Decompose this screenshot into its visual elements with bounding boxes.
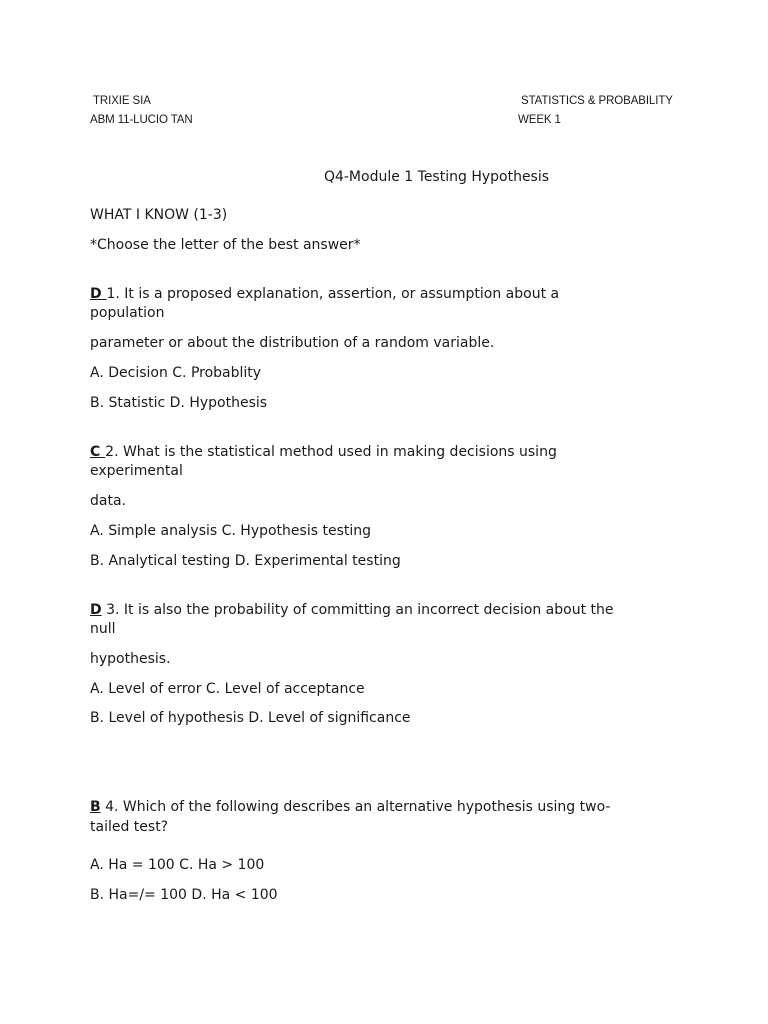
question-3-answer: D	[90, 602, 102, 618]
question-1-stem	[90, 284, 559, 304]
question-3-choices-a-c: A. Level of error C. Level of acceptance	[90, 681, 365, 697]
question-2-stem-cont: experimental	[90, 463, 183, 479]
question-4-stem	[90, 797, 610, 817]
student-name: TRIXIE SIA	[93, 95, 151, 107]
question-2-stem	[90, 442, 557, 462]
question-2-answer: C	[90, 444, 106, 460]
question-4-stem-cont: tailed test?	[90, 819, 169, 835]
question-1-choices-a-c: A. Decision C. Probablity	[90, 365, 262, 381]
student-section: ABM 11-LUCIO TAN	[90, 114, 193, 126]
question-3-text: 3. It is also the probability of committing an incorrect decision about the	[101, 602, 614, 618]
question-1-stem-cont-2: parameter or about the distribution of a random variable.	[90, 335, 495, 351]
question-4-choices-b-d: B. Ha=/= 100 D. Ha < 100	[90, 887, 278, 903]
subject-label: STATISTICS & PROBABILITY	[521, 95, 673, 107]
question-3-stem-cont: null	[90, 621, 116, 637]
module-title: Q4-Module 1 Testing Hypothesis	[323, 169, 550, 185]
question-2-choices-a-c: A. Simple analysis C. Hypothesis testing	[90, 523, 371, 539]
question-1-stem-cont: population	[90, 305, 165, 321]
question-3-choices-b-d: B. Level of hypothesis D. Level of significance	[90, 710, 411, 726]
question-1-text: 1. It is a proposed explanation, assertion, or assumption about a	[106, 286, 560, 302]
question-3-stem-cont-2: hypothesis.	[90, 651, 171, 667]
question-2-stem-cont-2: data.	[90, 493, 126, 509]
week-label: WEEK 1	[518, 114, 561, 126]
question-4-choices-a-c: A. Ha = 100 C. Ha > 100	[90, 857, 265, 873]
question-1-choices-b-d: B. Statistic D. Hypothesis	[90, 395, 268, 411]
question-2-text: 2. What is the statistical method used in making decisions using	[105, 444, 557, 460]
section-heading: WHAT I KNOW (1-3)	[90, 207, 228, 223]
instruction-text: *Choose the letter of the best answer*	[90, 237, 361, 253]
question-3-stem	[90, 600, 614, 620]
question-4-answer: B	[90, 799, 101, 815]
question-1-answer: D	[90, 286, 107, 302]
question-4-text: 4. Which of the following describes an alternative hypothesis using two-	[100, 799, 611, 815]
question-2-choices-b-d: B. Analytical testing D. Experimental testing	[90, 553, 401, 569]
